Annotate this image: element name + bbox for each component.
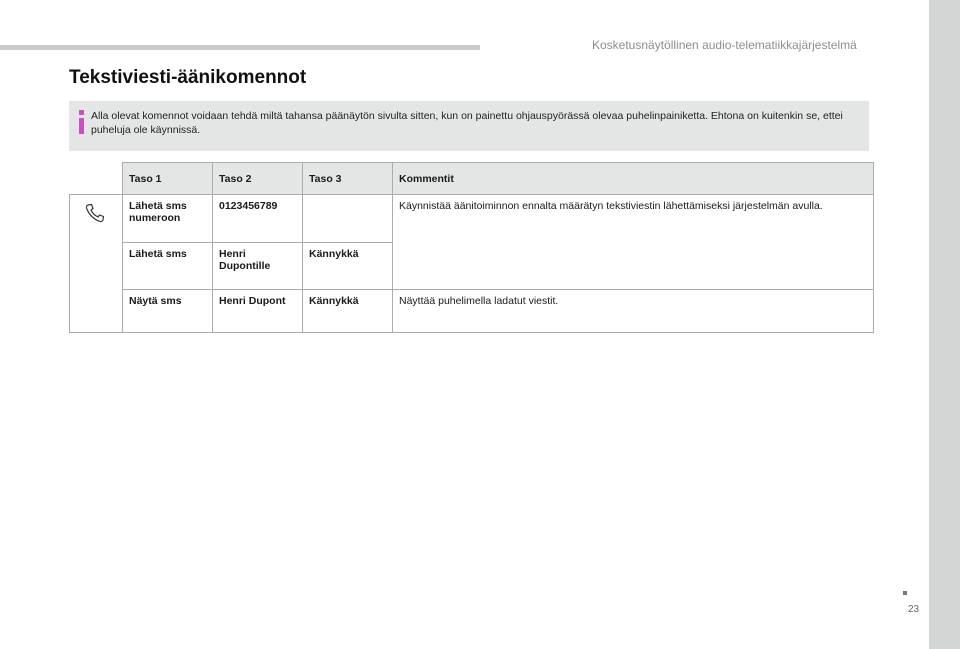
row-2-taso-1: Lähetä sms xyxy=(123,242,213,290)
table-row xyxy=(70,195,874,243)
table-row xyxy=(70,290,874,333)
header-taso-1: Taso 1 xyxy=(123,163,213,195)
row-2-taso-3: Kännykkä xyxy=(303,242,393,290)
row-3-taso-2: Henri Dupont xyxy=(213,290,303,333)
phone-icon-cell xyxy=(70,195,123,333)
header-rule xyxy=(0,45,480,50)
row-1-taso-3 xyxy=(303,195,393,243)
table-header-row xyxy=(70,163,874,195)
row-1-taso-2: 0123456789 xyxy=(213,195,303,243)
page-number: 23 xyxy=(908,604,920,615)
header-blank-cell xyxy=(70,163,123,195)
row-3-taso-1: Näytä sms xyxy=(123,290,213,333)
info-text: Alla olevat komennot voidaan tehdä miltä tahansa päänäytön sivulta sitten, kun on painettu ohjauspyörässä olevaa puhelinpainiketta. Ehtona on kuitenkin se, ettei puheluja ole käynnissä. xyxy=(91,110,843,136)
page-title: Tekstiviesti-äänikomennot xyxy=(69,67,307,88)
header-taso-3: Taso 3 xyxy=(303,163,393,195)
phone-icon xyxy=(84,202,106,224)
row-3-comment: Näyttää puhelimella ladatut viestit. xyxy=(393,290,874,333)
row-1-comment: Käynnistää äänitoiminnon ennalta määrätyn tekstiviestin lähettämiseksi järjestelmän avulla. xyxy=(393,195,874,290)
header-taso-2: Taso 2 xyxy=(213,163,303,195)
info-box xyxy=(69,101,869,151)
right-margin-band xyxy=(929,0,960,649)
section-title: Kosketusnäytöllinen audio-telematiikkajärjestelmä xyxy=(592,38,857,52)
row-2-taso-2: Henri Dupontille xyxy=(213,242,303,290)
row-1-taso-1: Lähetä sms numeroon xyxy=(123,195,213,243)
corner-mark xyxy=(903,591,907,595)
info-icon xyxy=(79,110,85,134)
header-kommentit: Kommentit xyxy=(393,163,874,195)
row-3-taso-3: Kännykkä xyxy=(303,290,393,333)
command-table xyxy=(69,162,874,333)
